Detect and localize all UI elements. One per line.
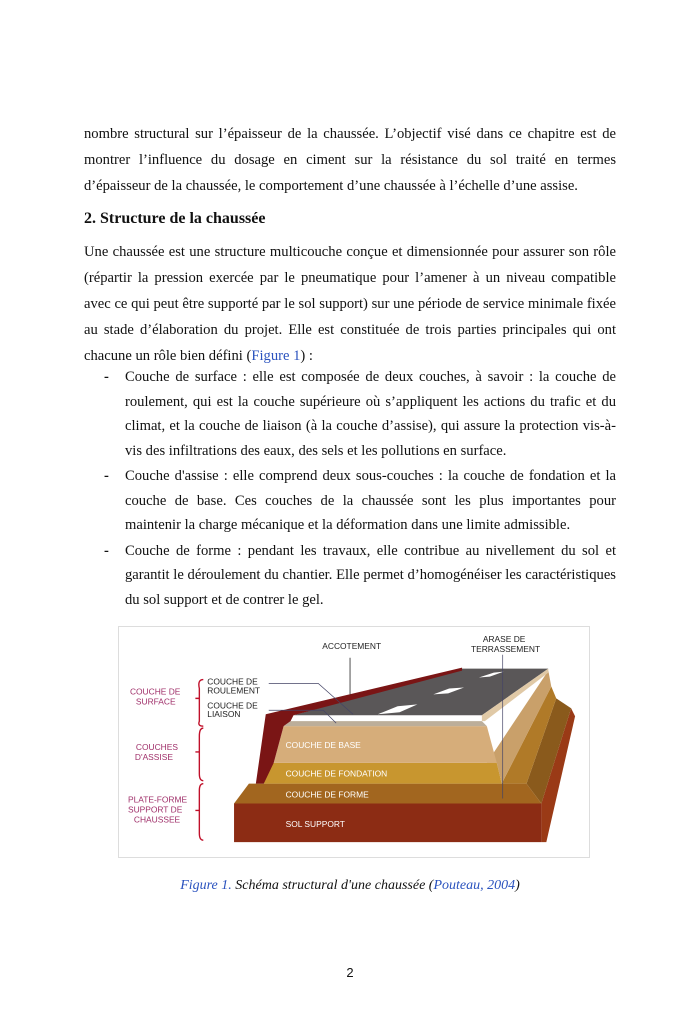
label-plateforme-3: CHAUSSEE <box>133 814 181 825</box>
paragraph-text: Une chaussée est une structure multicouche conçue et dimensionnée pour assurer son rôle (répartir la pression exercée par le pneumatique pour l’amener à un niveau compatible avec ce qui peut être supporté par le sol support) sur une période de service minimale fixée au stade d’élaboration du projet. Elle est constituée de trois parties principales qui ont chacune un rôle bien défini ( <box>84 244 616 364</box>
pavement-diagram <box>119 627 589 857</box>
label-terrassement: TERRASSEMENT <box>470 643 541 654</box>
list-item <box>84 365 616 463</box>
page-number: 2 <box>346 965 354 980</box>
label-assise-2: D'ASSISE <box>134 751 173 762</box>
caption-end: ) <box>515 878 520 893</box>
section-paragraph <box>84 239 616 369</box>
list-item <box>84 539 616 613</box>
label-roulement: COUCHE DE <box>207 676 258 687</box>
layer-list <box>84 365 616 613</box>
label-fondation: COUCHE DE FONDATION <box>285 768 388 779</box>
label-surface: COUCHE DE <box>129 686 181 697</box>
bullet-marker: - <box>104 542 109 559</box>
sol-support-layer <box>234 803 541 842</box>
forme-layer <box>234 784 541 804</box>
label-arase: ARASE DE <box>482 633 526 644</box>
paragraph-text-end: ) : <box>300 348 313 364</box>
section-heading: 2. Structure de la chaussée <box>84 210 266 227</box>
label-plateforme: PLATE-FORME <box>127 794 188 805</box>
label-liaison-2: LIAISON <box>207 709 241 720</box>
label-roulement-2: ROULEMENT <box>207 685 261 696</box>
label-accotement: ACCOTEMENT <box>322 640 382 651</box>
intro-paragraph: nombre structural sur l’épaisseur de la chaussée. L’objectif visé dans ce chapitre est de montrer l’influence du dosage en ciment sur la résistance du sol traité en termes d’épaisseur de la chaussée, le comportement d’une chaussée à l’échelle d’une assise. <box>84 126 616 194</box>
label-liaison: COUCHE DE <box>207 700 258 711</box>
label-plateforme-2: SUPPORT DE <box>127 804 183 815</box>
label-assise: COUCHES <box>135 741 178 752</box>
caption-label: Figure 1. <box>180 878 232 893</box>
figure-link[interactable]: Figure 1 <box>251 348 301 364</box>
brace-plateforme <box>195 784 203 841</box>
liaison-layer <box>284 721 487 726</box>
label-sol: SOL SUPPORT <box>285 819 345 830</box>
caption-text: Schéma structural d'une chaussée ( <box>231 878 434 893</box>
brace-surface <box>195 680 203 727</box>
list-item-text: Couche d'assise : elle comprend deux sous-couches : la couche de fondation et la couche de base. Ces couches de la chaussée sont les plus importantes pour maintenir la charge mécanique et la déformation dans une limite admissible. <box>125 468 616 533</box>
label-forme: COUCHE DE FORME <box>285 789 369 800</box>
roulement-layer <box>294 669 549 716</box>
pavement-structure-figure <box>118 626 590 858</box>
label-base: COUCHE DE BASE <box>285 739 361 750</box>
label-surface-2: SURFACE <box>135 696 176 707</box>
bullet-marker: - <box>104 369 109 385</box>
list-item-text: Couche de forme : pendant les travaux, elle contribue au nivellement du sol et garantit le déroulement du chantier. Elle permet d’homogénéiser les caractéristiques du sol support et de contrer le gel. <box>125 542 616 608</box>
list-item-text: Couche de surface : elle est composée de deux couches, à savoir : la couche de roulement, qui est la couche supérieure où s’appliquent les actions du trafic et du climat, et la couche de liaison (à la couche d’assise), qui assure la protection vis-à-vis des infiltrations des eaux, des sels et les pollutions en surface. <box>125 369 616 459</box>
citation-link[interactable]: Pouteau, 2004 <box>433 878 516 893</box>
figure-caption <box>0 878 700 894</box>
bullet-marker: - <box>104 468 109 484</box>
list-item <box>84 464 616 538</box>
brace-assise <box>195 728 203 781</box>
